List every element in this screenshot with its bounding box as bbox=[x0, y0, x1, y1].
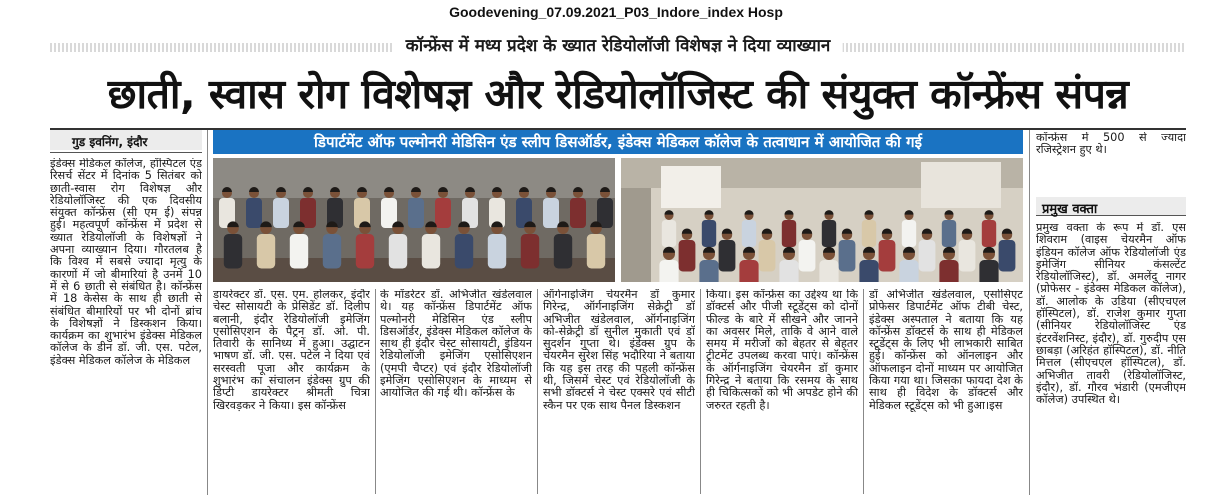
column-4-text: ऑर्गनाइजिंग चेयरमैन डॉ कुमार गिरेन्द्र, ऑर्गनाइजिंग सेक्रेट्री डॉ अभिजीत खंडेलवाल, ऑर्गनाइजिंग को-सेक्रेट्री डॉ सुनील मुकाती एवं डॉ सुदर्शन गुप्ता थे। इंडेक्स ग्रुप के चेयरमैन सुरेश सिंह भदौरिया ने बताया कि यह इस तरह की पहली कॉन्फ्रेंस थी, जिसमें चेस्ट एवं रेडियोलॉजी के सभी डॉक्टर्स ने चेस्ट एक्सरे एवं सीटी स्कैन पर एक साथ पैनल डिस्कशन bbox=[543, 289, 695, 412]
byline: गुड इवनिंग, इंदौर bbox=[50, 130, 202, 150]
column-5-text: किया। इस कॉन्फ्रेंस का उद्देश्य था कि डॉक्टर्स और पीजी स्टूडेंट्स को दोनों फील्ड के बारे में सीखने और जानने का अवसर मिले, ताकि वे आने वाले समय में मरीजों को बेहतर से बेहतर ट्रीटमेंट उपलब्ध करवा पाएं। कॉन्फ्रेंस के ऑर्गनाइजिंग चेयरमैन डॉ कुमार गिरेन्द्र ने बताया कि रसमय के साथ ही चिकित्सकों को भी अपडेट होने की जरुरत रहती है। bbox=[706, 289, 858, 412]
article-column-1 bbox=[50, 158, 202, 492]
kicker-bar bbox=[50, 36, 1186, 56]
column-1-text: इंडेक्स मेडिकल कॉलेज, हॉस्पिटल एंड रिसर्च सेंटर में दिनांक 5 सितंबर को छाती-स्वास रोग विशेषज्ञ और रेडियोलॉजिस्ट की एक दिवसीय संयुक्त कॉन्फ्रेंस (सी एम ई) संपन्न हुई। महत्वपूर्ण कॉन्फ्रेंस में प्रदेश से ख्यात रेडियोलॉजी के विशेषज्ञों ने अपना व्याख्यान दिया। गौरतलब है कि विश्व में सबसे ज्यादा मृत्यु के कारणों में जो बीमारियां है उनमें 10 में से 6 छाती से संबंधित है। कॉन्फ्रेंस में 18 केसेस के साथ ही छाती से संबंधित बीमारियों पर भी दोनों ब्रांच के विशेषज्ञों ने डिस्कशन किया। कार्यक्रम का शुभारंभ इंडेक्स मेडिकल कॉलेज के डीन डॉ. जी. एस. पटेल, इंडेक्स मेडिकल कॉलेज के मेडिकल bbox=[50, 158, 202, 367]
section-heading-key-speakers: प्रमुख वक्ता bbox=[1036, 197, 1186, 216]
article-column-6 bbox=[869, 289, 1023, 494]
article-column-4 bbox=[543, 289, 695, 494]
photo-banner: डिपार्टमेंट ऑफ पल्मोनरी मेडिसिन एंड स्लीप डिसऑर्डर, इंडेक्स मेडिकल कॉलेज के तत्वाधान में आयोजित की गई bbox=[213, 130, 1023, 154]
column-7-bottom-text: प्रमुख वक्ता के रूप में डॉ. एस शिवराम (वाइस चेयरमैन ऑफ इंडियन कॉलेज ऑफ रेडियोलॉजी एंड इमेजिंग सीनियर कंसल्टेंट रेडियोलॉजिस्ट), डॉ. अमलेंदु नागर (प्रोफेसर - इंडेक्स मेडिकल कॉलेज), डॉ. आलोक के उडिया (सीएचएल हॉस्पिटल), डॉ. राजेश कुमार गुप्ता (सीनियर रेडियोलॉजिस्ट एंड इंटरवेंशनिस्ट, इंदौर), डॉ. गुरुदीप एस छाबड़ा (अरिहंत हॉस्पिटल), डॉ. नीति मित्तल (सीएचएल हॉस्पिटल), डॉ. अभिजीत तावरी (रेडियोलॉजिस्ट, इंदौर), डॉ. गौरव भंडारी (एमजीएम कॉलेज) उपस्थित थे। bbox=[1036, 222, 1186, 407]
article-column-2 bbox=[213, 289, 370, 494]
headline: छाती, स्वास रोग विशेषज्ञ और रेडियोलॉजिस्ट की संयुक्त कॉन्फ्रेंस संपन्न bbox=[107, 70, 1129, 118]
article-column-5 bbox=[706, 289, 858, 494]
column-divider bbox=[537, 289, 538, 494]
kicker-text: कॉन्फ्रेंस में मध्य प्रदेश के ख्यात रेडियोलॉजी विशेषज्ञ ने दिया व्याख्यान bbox=[394, 36, 843, 56]
column-6-text: डॉ अभिजीत खंडेलवाल, एसोसिएट प्रोफेसर डिपार्टमेंट ऑफ टीबी चेस्ट, इंडेक्स अस्पताल ने बताया कि यह कॉन्फ्रेंस डॉक्टर्स के साथ ही मेडिकल स्टूडेंट्स के लिए भी लाभकारी साबित हुई। कॉन्फ्रेंस को ऑनलाइन और ऑफलाइन दोनों माध्यम पर आयोजित किया गया था। जिसका फायदा देश के साथ ही विदेश के डॉक्टर्स और मेडिकल स्टूडेंट्स को भी हुआ।इस bbox=[869, 289, 1023, 412]
column-divider bbox=[1029, 130, 1030, 495]
group-photo bbox=[213, 158, 615, 282]
page-file-label: Goodevening_07.09.2021_P03_Indore_index Hosp bbox=[449, 4, 783, 20]
column-7-top-text: कॉन्फ्रेंस में 500 से ज्यादा रजिस्ट्रेशन हुए थे। bbox=[1036, 132, 1186, 157]
column-divider bbox=[207, 130, 208, 495]
column-divider bbox=[375, 289, 376, 494]
article-column-7 bbox=[1036, 222, 1186, 494]
hall-photo-image bbox=[621, 158, 1023, 282]
column-divider bbox=[863, 289, 864, 494]
column-2-text: डायरेक्टर डॉ. एस. एम. होलकर, इंदौर चेस्ट सोसायटी के प्रेसिडेंट डॉ. दिलीप बलानी, इंदौर रेडियोलॉजी इमेजिंग एसोसिएशन के पैट्रन डॉ. ओ. पी. तिवारी के सानिध्य में हुआ। उद्घाटन भाषण डॉ. जी. एस. पटेल ने दिया एवं सरस्वती पूजा और कार्यक्रम के शुभारंभ का संचालन इंडेक्स ग्रुप की डिप्टी डायरेक्टर श्रीमती चित्रा खिरवड़कर ने किया। इस कॉन्फ्रेंस bbox=[213, 289, 370, 412]
column-3-text: के मॉडरेटर डॉ. अभिजीत खंडेलवाल थे। यह कॉन्फ्रेंस डिपार्टमेंट ऑफ पल्मोनरी मेडिसिन एंड स्लीप डिसऑर्डर, इंडेक्स मेडिकल कॉलेज के साथ ही इंदौर चेस्ट सोसायटी, इंडियन रेडियोलॉजी इमेजिंग एसोसिएशन (एमपी चैप्टर) एवं इंदौर रेडियोलॉजी इमेजिंग एसोसिएशन के माध्यम से आयोजित की गई थी। कॉन्फ्रेंस के bbox=[380, 289, 532, 400]
column-divider bbox=[700, 289, 701, 494]
hall-photo bbox=[621, 158, 1023, 282]
byline-rule bbox=[50, 152, 202, 153]
article-column-3 bbox=[380, 289, 532, 494]
article-column-7-top bbox=[1036, 132, 1186, 192]
group-photo-image bbox=[213, 158, 615, 282]
